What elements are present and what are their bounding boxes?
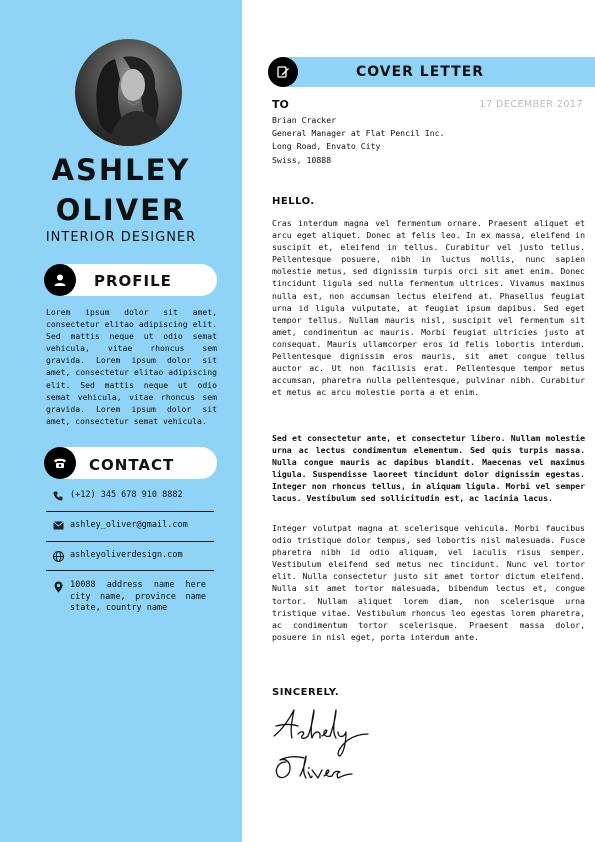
last-name: OLIVER: [55, 196, 187, 222]
user-icon: [44, 264, 76, 296]
divider: [46, 541, 214, 542]
contact-address: [46, 580, 214, 615]
postal-address: 10088 address name here city name, province name state, country name: [70, 580, 206, 613]
letter-date: 17 DECEMBER 2017: [479, 99, 583, 110]
contact-heading: CONTACT: [89, 456, 175, 474]
letter-paragraph-3: Integer volutpat magna at scelerisque vehicula. Morbi faucibus odio tristique dolor tempus, sed lobortis nisl malesuada. Fusce pharetra nibh id odio aliquam, vel iaculis risus semper. Vestibulum eleifend sed metus nec tincidunt. Nunc vel tortor elit. Nulla consectetur justo sit amet tortor dictum eleifend. Nulla sit amet tortor malesuada, bibendum lectus et, congue tortor. Nullam aliquet lorem diam, non scelerisque urna tristique vitae. Vestibulum rhoncus leo egestas lorem pharetra, ac condimentum tortor scelerisque. Praesent massa dolor, posuere in nisl eget, porta interdum ante.: [272, 523, 585, 642]
contact-email: [46, 520, 214, 532]
recipient-name: Brian Cracker: [272, 115, 337, 125]
to-label: TO: [272, 98, 289, 111]
profile-heading: PROFILE: [94, 272, 172, 290]
profile-text: Lorem ipsum dolor sit amet, consectetur elitao adipiscing elit. Sed mattis neque ut odio semat vehicula, vitae rhoncus sem gravida. Lorem ipsum dolor sit amet, consectetur elitao adipiscing elit. Sed mattis neque ut odio semat vehicula, vitae rhoncus sem gravida. Lorem ipsum dolor sit amet, consectetur semat vehicula.: [46, 307, 217, 426]
email-address[interactable]: ashley_oliver@gmail.com: [70, 520, 188, 530]
closing: SINCERELY.: [272, 687, 340, 698]
recipient-street: Long Road, Envato City: [272, 141, 381, 152]
globe-icon: [46, 550, 70, 562]
job-title: INTERIOR DESIGNER: [45, 230, 197, 245]
phone-icon: [46, 490, 70, 501]
divider: [46, 511, 214, 512]
map-pin-icon: [46, 580, 70, 593]
divider: [46, 570, 214, 571]
first-name: ASHLEY: [51, 153, 191, 187]
website-link[interactable]: ashleyoliverdesign.com: [70, 550, 183, 560]
cover-letter-heading: COVER LETTER: [355, 64, 485, 80]
phone-icon: [44, 447, 76, 479]
letter-paragraph-1: Cras interdum magna vel fermentum ornare. Praesent aliquet et arcu eget aliquet. Donec at felis leo. In ex massa, eleifend in suscipit et, eleifend in tellus. Curabitur vel justo tellus. Pellentesque posuere, nibh in luctus mollis, nunc sapien molestie metus, sed dignissim turpis orci sit amet enim. Donec tincidunt ligula sed nulla fermentum ultrices. Vivamus maximus nulla est, non accumsan lectus eleifend at. Phasellus feugiat urna id ligula vulputate, at feugiat ipsum dapibus. Sed eget tempor tellus. Nullam mauris nisl, suscipit vel fermentum sit amet, condimentum ac mauris. Morbi feugiat ultricies justo at consequat. Mauris ullamcorper eros id felis lobortis interdum. Pellentesque dignissim eros mauris, sit amet congue tellus auctor ac. Ut non facilisis erat. Pellentesque tempor metus accumsan, pharetra nulla pellentesque, pulvinar nibh. Curabitur et metus ac arcu molestie porta a et enim.: [272, 218, 585, 398]
greeting: HELLO.: [272, 196, 315, 207]
recipient-address: [272, 114, 445, 167]
signature: [268, 700, 398, 788]
recipient-city: Swiss, 10888: [272, 154, 332, 165]
recipient-position: General Manager at Flat Pencil Inc.: [272, 128, 445, 139]
profile-photo: [75, 39, 182, 146]
letter-paragraph-2: Sed et consectetur ante, et consectetur libero. Nullam molestie urna ac lectus condimentum elementum. Sed quis turpis massa. Nulla congue mauris ac dapibus blandit. Maecenas vel maximus ligula. Suspendisse laoreet tincidunt dolor dignissim egestas. Integer non rhoncus tellus, in aliquam ligula. Morbi vel semper lacus. Vestibulum sed sollicitudin est, ac lacinia lacus.: [272, 433, 585, 504]
envelope-icon: [46, 520, 70, 530]
pencil-note-icon: [268, 57, 298, 87]
contact-website: [46, 550, 214, 562]
contact-phone: [46, 490, 214, 502]
phone-number: (+12) 345 678 910 8882: [70, 490, 183, 500]
